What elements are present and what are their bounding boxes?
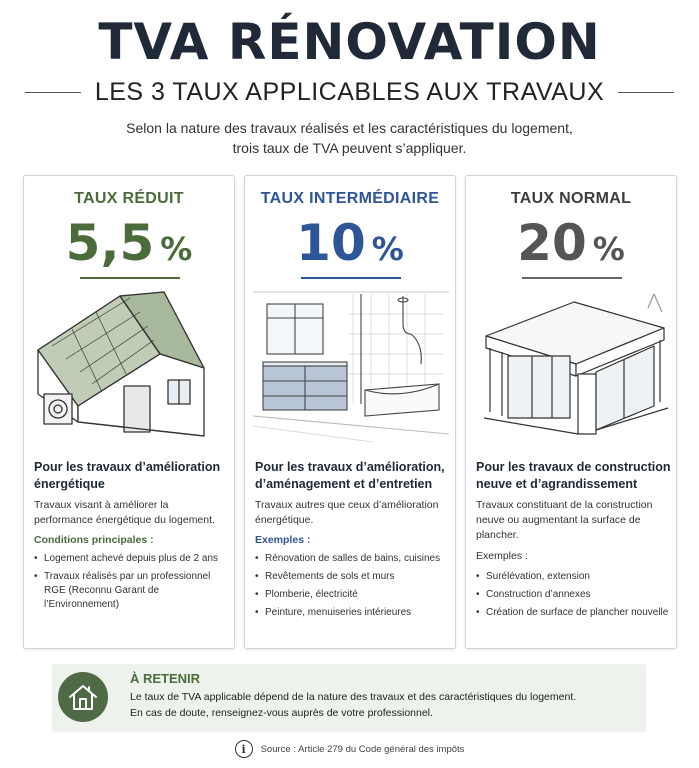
conditions-list — [34, 552, 230, 616]
conditions-label: Conditions principales : — [34, 534, 154, 546]
intro-text — [0, 118, 699, 158]
card-reduced-rate — [23, 175, 235, 649]
rate-underline — [522, 277, 622, 279]
rate-underline — [80, 277, 180, 279]
rate-value — [24, 212, 234, 274]
examples-label: Exemples : — [476, 550, 528, 562]
list-item: • Rénovation de salles de bains, cuisines — [255, 552, 451, 566]
divider-left — [25, 92, 81, 93]
house-solar-illustration — [32, 284, 228, 444]
bathroom-illustration — [253, 284, 449, 444]
rate-number: 20 — [517, 214, 587, 272]
card-label: TAUX NORMAL — [510, 190, 632, 207]
retain-title: À RETENIR — [130, 671, 201, 686]
retain-line-1: Le taux de TVA applicable dépend de la nature des travaux et des caractéristiques du logement. — [130, 691, 577, 703]
card-description: Travaux constituant de la construction neuve ou augmentant la surface de plancher. — [476, 499, 653, 541]
card-intermediate-rate — [244, 175, 456, 649]
card-heading: Pour les travaux d’amélioration énergétique — [34, 460, 221, 491]
rate-percent: % — [160, 230, 193, 268]
card-description: Travaux autres que ceux d’amélioration énergétique. — [255, 499, 439, 526]
card-heading: Pour les travaux de construction neuve et d’agrandissement — [476, 460, 671, 491]
card-normal-rate — [465, 175, 677, 649]
card-description: Travaux visant à améliorer la performance énergétique du logement. — [34, 499, 215, 526]
rate-underline — [301, 277, 401, 279]
intro-line-1: Selon la nature des travaux réalisés et les caractéristiques du logement, — [126, 120, 573, 136]
rate-number: 10 — [296, 214, 366, 272]
subtitle-row — [0, 76, 699, 108]
page-title: TVA RÉNOVATION — [98, 13, 601, 71]
list-item: • Revêtements de sols et murs — [255, 570, 451, 584]
source-text: Source : Article 279 du Code général des impôts — [260, 743, 465, 755]
intro-line-2: trois taux de TVA peuvent s’appliquer. — [232, 140, 467, 156]
card-label: TAUX RÉDUIT — [74, 190, 184, 207]
examples-label: Exemples : — [255, 534, 311, 546]
list-item: • Peinture, menuiseries intérieures — [255, 606, 451, 620]
list-item: • Plomberie, électricité — [255, 588, 451, 602]
examples-list — [255, 552, 451, 624]
examples-list — [476, 570, 672, 624]
rate-percent: % — [371, 230, 404, 268]
rate-number: 5,5 — [65, 214, 155, 272]
list-item: • Surélévation, extension — [476, 570, 672, 584]
house-extension-illustration — [474, 284, 670, 444]
rate-value — [245, 212, 455, 274]
retain-line-2: En cas de doute, renseignez-vous auprès de votre professionnel. — [130, 707, 433, 719]
rate-value — [466, 212, 676, 274]
info-icon: i — [235, 740, 253, 758]
list-item: • Création de surface de plancher nouvelle — [476, 606, 672, 620]
source-footer — [0, 738, 699, 760]
retain-text — [130, 689, 640, 721]
divider-right — [618, 92, 674, 93]
page-subtitle: LES 3 TAUX APPLICABLES AUX TRAVAUX — [94, 77, 605, 106]
card-heading: Pour les travaux d’amélioration, d’aménagement et d’entretien — [255, 460, 445, 491]
list-item: • Travaux réalisés par un professionnel RGE (Reconnu Garant de l’Environnement) — [34, 570, 230, 612]
house-icon — [58, 672, 108, 722]
list-item: • Logement achevé depuis plus de 2 ans — [34, 552, 230, 566]
rate-percent: % — [592, 230, 625, 268]
list-item: • Construction d’annexes — [476, 588, 672, 602]
retain-box — [52, 664, 646, 732]
card-label: TAUX INTERMÉDIAIRE — [260, 190, 440, 207]
